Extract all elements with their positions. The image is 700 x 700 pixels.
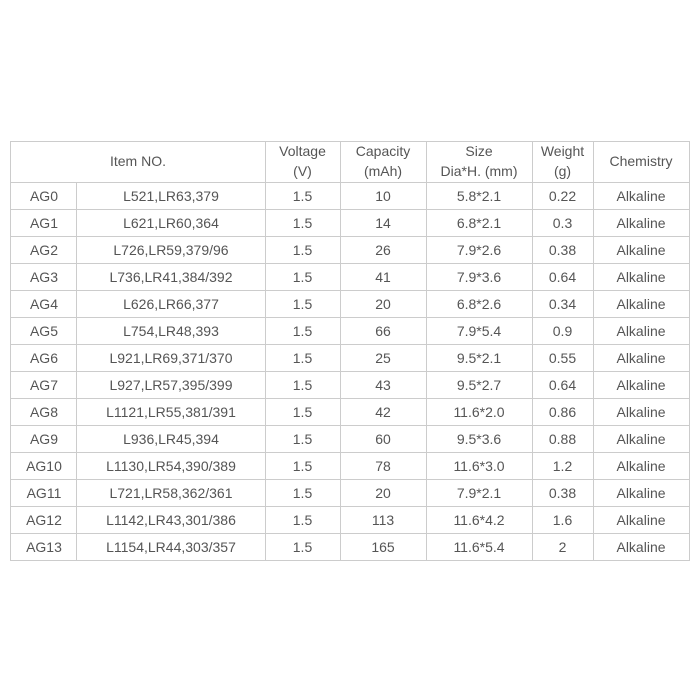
cell-model: AG11 xyxy=(11,480,77,507)
cell-item-no: L754,LR48,393 xyxy=(77,318,265,345)
cell-weight: 1.6 xyxy=(532,507,593,534)
cell-item-no: L736,LR41,384/392 xyxy=(77,264,265,291)
header-weight-label: Weight xyxy=(540,143,585,160)
cell-voltage: 1.5 xyxy=(265,480,340,507)
cell-capacity: 20 xyxy=(340,480,426,507)
cell-voltage: 1.5 xyxy=(265,345,340,372)
header-size xyxy=(426,142,532,183)
cell-size: 6.8*2.1 xyxy=(426,210,532,237)
table-row xyxy=(11,345,689,372)
cell-voltage: 1.5 xyxy=(265,183,340,210)
header-size-label: Size xyxy=(465,143,493,160)
cell-chemistry: Alkaline xyxy=(593,291,689,318)
cell-size: 7.9*3.6 xyxy=(426,264,532,291)
cell-weight: 2 xyxy=(532,534,593,561)
cell-chemistry: Alkaline xyxy=(593,183,689,210)
table-row xyxy=(11,534,689,561)
cell-size: 7.9*5.4 xyxy=(426,318,532,345)
cell-size: 9.5*2.7 xyxy=(426,372,532,399)
cell-voltage: 1.5 xyxy=(265,507,340,534)
cell-voltage: 1.5 xyxy=(265,399,340,426)
cell-capacity: 60 xyxy=(340,426,426,453)
header-item-no-label: Item NO. xyxy=(109,153,166,170)
cell-model: AG5 xyxy=(11,318,77,345)
cell-weight: 0.34 xyxy=(532,291,593,318)
cell-size: 11.6*5.4 xyxy=(426,534,532,561)
cell-weight: 0.55 xyxy=(532,345,593,372)
cell-size: 9.5*3.6 xyxy=(426,426,532,453)
header-chemistry-label: Chemistry xyxy=(609,153,673,170)
cell-capacity: 41 xyxy=(340,264,426,291)
cell-size: 6.8*2.6 xyxy=(426,291,532,318)
cell-capacity: 10 xyxy=(340,183,426,210)
cell-capacity: 20 xyxy=(340,291,426,318)
cell-item-no: L626,LR66,377 xyxy=(77,291,265,318)
cell-weight: 0.86 xyxy=(532,399,593,426)
cell-size: 11.6*3.0 xyxy=(426,453,532,480)
cell-size: 11.6*4.2 xyxy=(426,507,532,534)
cell-capacity: 42 xyxy=(340,399,426,426)
spec-table-body xyxy=(11,183,689,561)
cell-chemistry: Alkaline xyxy=(593,318,689,345)
table-row xyxy=(11,426,689,453)
cell-weight: 0.38 xyxy=(532,237,593,264)
cell-capacity: 113 xyxy=(340,507,426,534)
cell-weight: 0.64 xyxy=(532,264,593,291)
table-row xyxy=(11,210,689,237)
cell-model: AG10 xyxy=(11,453,77,480)
cell-model: AG8 xyxy=(11,399,77,426)
cell-voltage: 1.5 xyxy=(265,426,340,453)
cell-item-no: L726,LR59,379/96 xyxy=(77,237,265,264)
header-row xyxy=(11,142,689,183)
cell-item-no: L927,LR57,395/399 xyxy=(77,372,265,399)
header-voltage xyxy=(265,142,340,183)
table-row xyxy=(11,480,689,507)
cell-voltage: 1.5 xyxy=(265,534,340,561)
cell-voltage: 1.5 xyxy=(265,291,340,318)
cell-size: 11.6*2.0 xyxy=(426,399,532,426)
cell-chemistry: Alkaline xyxy=(593,507,689,534)
cell-size: 7.9*2.6 xyxy=(426,237,532,264)
cell-capacity: 43 xyxy=(340,372,426,399)
header-weight-unit: (g) xyxy=(553,163,572,179)
table-row xyxy=(11,264,689,291)
cell-capacity: 26 xyxy=(340,237,426,264)
cell-item-no: L1142,LR43,301/386 xyxy=(77,507,265,534)
cell-model: AG12 xyxy=(11,507,77,534)
cell-chemistry: Alkaline xyxy=(593,426,689,453)
table-row xyxy=(11,237,689,264)
cell-chemistry: Alkaline xyxy=(593,210,689,237)
header-weight xyxy=(532,142,593,183)
cell-weight: 0.38 xyxy=(532,480,593,507)
cell-model: AG2 xyxy=(11,237,77,264)
cell-capacity: 25 xyxy=(340,345,426,372)
cell-item-no: L721,LR58,362/361 xyxy=(77,480,265,507)
cell-weight: 0.3 xyxy=(532,210,593,237)
cell-voltage: 1.5 xyxy=(265,318,340,345)
table-row xyxy=(11,291,689,318)
table-row xyxy=(11,453,689,480)
header-capacity xyxy=(340,142,426,183)
cell-capacity: 165 xyxy=(340,534,426,561)
cell-model: AG4 xyxy=(11,291,77,318)
cell-chemistry: Alkaline xyxy=(593,534,689,561)
cell-item-no: L1121,LR55,381/391 xyxy=(77,399,265,426)
cell-item-no: L621,LR60,364 xyxy=(77,210,265,237)
cell-voltage: 1.5 xyxy=(265,264,340,291)
cell-size: 9.5*2.1 xyxy=(426,345,532,372)
cell-item-no: L936,LR45,394 xyxy=(77,426,265,453)
table-row xyxy=(11,183,689,210)
header-capacity-unit: (mAh) xyxy=(363,163,403,179)
cell-voltage: 1.5 xyxy=(265,237,340,264)
cell-model: AG13 xyxy=(11,534,77,561)
cell-model: AG7 xyxy=(11,372,77,399)
cell-capacity: 66 xyxy=(340,318,426,345)
table-row xyxy=(11,372,689,399)
cell-chemistry: Alkaline xyxy=(593,264,689,291)
table-row xyxy=(11,507,689,534)
cell-model: AG0 xyxy=(11,183,77,210)
header-voltage-label: Voltage xyxy=(279,143,326,160)
table-header xyxy=(11,142,689,183)
cell-size: 5.8*2.1 xyxy=(426,183,532,210)
header-capacity-label: Capacity xyxy=(355,143,411,160)
cell-voltage: 1.5 xyxy=(265,210,340,237)
header-voltage-unit: (V) xyxy=(293,163,312,179)
cell-model: AG9 xyxy=(11,426,77,453)
cell-item-no: L1154,LR44,303/357 xyxy=(77,534,265,561)
cell-chemistry: Alkaline xyxy=(593,345,689,372)
battery-spec-table xyxy=(10,141,689,561)
header-chemistry xyxy=(593,142,689,183)
cell-chemistry: Alkaline xyxy=(593,399,689,426)
cell-capacity: 78 xyxy=(340,453,426,480)
cell-chemistry: Alkaline xyxy=(593,372,689,399)
header-item-no xyxy=(11,142,265,183)
cell-chemistry: Alkaline xyxy=(593,453,689,480)
cell-voltage: 1.5 xyxy=(265,453,340,480)
table-row xyxy=(11,399,689,426)
cell-weight: 0.64 xyxy=(532,372,593,399)
cell-chemistry: Alkaline xyxy=(593,480,689,507)
cell-capacity: 14 xyxy=(340,210,426,237)
cell-model: AG3 xyxy=(11,264,77,291)
cell-voltage: 1.5 xyxy=(265,372,340,399)
cell-item-no: L521,LR63,379 xyxy=(77,183,265,210)
cell-model: AG6 xyxy=(11,345,77,372)
header-size-unit: Dia*H. (mm) xyxy=(440,163,518,179)
cell-chemistry: Alkaline xyxy=(593,237,689,264)
cell-weight: 0.88 xyxy=(532,426,593,453)
cell-weight: 0.22 xyxy=(532,183,593,210)
cell-item-no: L1130,LR54,390/389 xyxy=(77,453,265,480)
table-row xyxy=(11,318,689,345)
cell-model: AG1 xyxy=(11,210,77,237)
cell-size: 7.9*2.1 xyxy=(426,480,532,507)
cell-weight: 1.2 xyxy=(532,453,593,480)
cell-weight: 0.9 xyxy=(532,318,593,345)
cell-item-no: L921,LR69,371/370 xyxy=(77,345,265,372)
